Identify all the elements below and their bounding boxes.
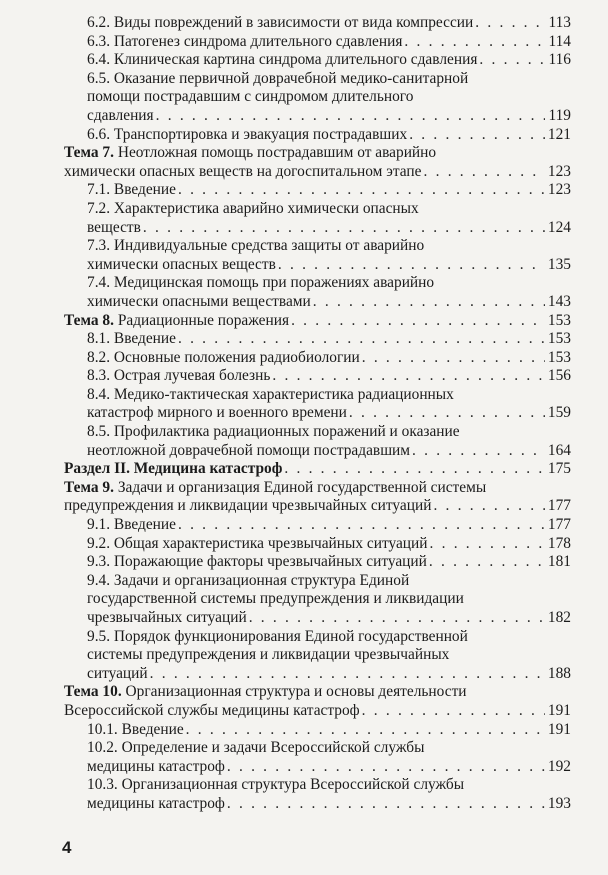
toc-line-text: [87, 293, 313, 312]
toc-line-text: [64, 460, 284, 479]
toc-line: [64, 497, 571, 516]
toc-title-text: химически опасными веществами: [87, 292, 311, 310]
toc-title-text: 6.3. Патогенез синдрома длительного сдавления: [87, 32, 403, 50]
toc-line-text: [87, 590, 464, 607]
toc-line-text: [87, 553, 429, 572]
dot-leader: [178, 330, 545, 349]
toc-line-text: [87, 386, 454, 403]
toc-line: [87, 330, 571, 349]
toc-page-number: 159: [545, 404, 571, 423]
toc-title-text: Всероссийской службы медицины катастроф: [64, 701, 360, 719]
toc-heading-prefix: Тема 8.: [64, 311, 114, 329]
toc-page-number: 121: [545, 126, 571, 145]
toc-title-text: неотложной доврачебной помощи пострадавшим: [87, 441, 411, 459]
toc-title-text: 10.1. Введение: [87, 720, 184, 738]
toc-line: [87, 646, 571, 665]
toc-title-text: 6.5. Оказание первичной доврачебной медико-санитарной: [87, 69, 469, 87]
toc-line-text: [87, 70, 468, 87]
toc-line-text: [64, 497, 433, 516]
toc-page-number: 113: [545, 14, 571, 33]
toc-title-text: 10.3. Организационная структура Всероссийской службы: [87, 776, 465, 794]
toc-title-text: сдавления: [87, 106, 154, 124]
toc-subentry: [64, 330, 571, 349]
toc-line: [64, 144, 571, 163]
toc-title-text: государственной системы предупреждения и ликвидации: [87, 590, 464, 608]
page-number: 4: [62, 838, 72, 857]
toc-title-text: химически опасных веществ на догоспитальном этапе: [64, 162, 422, 180]
toc-line: [64, 702, 571, 721]
dot-leader: [429, 553, 545, 572]
toc-topic: [64, 144, 571, 181]
toc-page-number: 191: [545, 721, 571, 740]
toc-title-text: 6.2. Виды повреждений в зависимости от вида компрессии: [87, 14, 474, 31]
toc-title-text: катастроф мирного и военного времени: [87, 404, 347, 422]
toc-line: [64, 683, 571, 702]
toc-topic: [64, 312, 571, 331]
toc-page-number: 123: [545, 163, 571, 182]
toc-title-text: 6.4. Клиническая картина синдрома длительного сдавления: [87, 51, 478, 69]
toc-page-number: 119: [545, 107, 571, 126]
toc-title-text: 9.4. Задачи и организационная структура Единой: [87, 571, 410, 589]
toc-line-text: [87, 107, 156, 126]
toc-line: [87, 33, 571, 52]
dot-leader: [272, 367, 545, 386]
toc-page-number: 182: [545, 609, 571, 628]
toc-page-number: 135: [545, 256, 571, 275]
toc-page-number: 123: [545, 181, 571, 200]
toc-page-number: 143: [545, 293, 571, 312]
toc-line: [87, 535, 571, 554]
toc-line-text: [87, 237, 424, 254]
dot-leader: [150, 665, 545, 684]
toc-line-text: [87, 609, 249, 628]
toc-heading-prefix: Тема 9.: [64, 478, 114, 496]
toc-line-text: [87, 330, 178, 349]
toc-page-number: 124: [545, 219, 571, 238]
dot-leader: [249, 609, 545, 628]
toc-line-text: [87, 739, 424, 756]
dot-leader: [362, 349, 545, 368]
toc-title-text: 6.6. Транспортировка и эвакуация пострадавших: [87, 125, 408, 143]
toc-title-text: медицины катастроф: [87, 757, 225, 775]
toc-line: [64, 312, 571, 331]
toc-line: [64, 479, 571, 498]
toc-title-text: 8.5. Профилактика радиационных поражений и оказание: [87, 423, 460, 441]
toc-page-number: 188: [545, 665, 571, 684]
toc-line: [87, 51, 571, 70]
toc-title-text: Задачи и организация Единой государственной системы: [113, 478, 487, 496]
toc-subentry: [64, 535, 571, 554]
toc-title-text: ситуаций: [87, 664, 148, 682]
toc-line: [87, 256, 571, 275]
toc-heading-prefix: Тема 7.: [64, 144, 114, 162]
toc-subentry: [64, 553, 571, 572]
dot-leader: [143, 219, 545, 238]
dot-leader: [430, 535, 545, 554]
toc-title-text: 9.5. Порядок функционирования Единой государственной: [87, 627, 468, 645]
toc-line-text: [87, 200, 419, 217]
toc-line-text: [87, 33, 404, 52]
toc-line-text: [87, 795, 227, 814]
toc-topic: [64, 479, 571, 516]
toc-line: [87, 758, 571, 777]
dot-leader: [178, 181, 545, 200]
dot-leader: [349, 404, 545, 423]
toc-page-number: 177: [545, 497, 571, 516]
toc-line: [64, 460, 571, 479]
dot-leader: [433, 497, 544, 516]
toc-line-text: [87, 628, 468, 645]
toc-line: [87, 442, 571, 461]
toc-title-text: 8.4. Медико-тактическая характеристика радиационных: [87, 385, 454, 403]
toc-subentry: [64, 274, 571, 311]
toc-title-text: 7.3. Индивидуальные средства защиты от аварийно: [87, 237, 425, 255]
toc-page-number: 181: [545, 553, 571, 572]
toc-line-text: [87, 14, 475, 33]
toc-subentry: [64, 237, 571, 274]
toc-title-text: системы предупреждения и ликвидации чрезвычайных: [87, 646, 450, 664]
dot-leader: [424, 163, 545, 182]
toc-title-text: 7.1. Введение: [87, 181, 176, 199]
toc-subentry: [64, 516, 571, 535]
toc-line-text: [87, 665, 150, 684]
toc-line-text: [87, 423, 460, 440]
toc-line: [87, 404, 571, 423]
toc-title-text: 7.4. Медицинская помощь при поражениях аварийно: [87, 274, 435, 292]
toc-title-text: 8.1. Введение: [87, 330, 176, 348]
toc-line-text: [64, 163, 424, 182]
toc-subentry: [64, 349, 571, 368]
toc-line-text: [87, 516, 178, 535]
toc-heading-prefix: Раздел II. Медицина катастроф: [64, 460, 283, 478]
toc-line-text: [87, 535, 430, 554]
toc-line-text: [64, 683, 467, 700]
toc-line: [87, 349, 571, 368]
toc-subentry: [64, 721, 571, 740]
toc-line-text: [87, 367, 272, 386]
toc-subentry: [64, 200, 571, 237]
toc-title-text: 9.2. Общая характеристика чрезвычайных ситуаций: [87, 534, 428, 552]
dot-leader: [156, 107, 546, 126]
toc-page-number: 177: [545, 516, 571, 535]
toc-subentry: [64, 33, 571, 52]
toc-title-text: Неотложная помощь пострадавшим от аварийно: [113, 144, 437, 162]
toc-title-text: чрезвычайных ситуаций: [87, 609, 247, 626]
toc-line-text: [87, 572, 409, 589]
toc-subentry: [64, 367, 571, 386]
dot-leader: [479, 51, 545, 70]
toc-line-text: [64, 312, 291, 331]
toc-line: [87, 516, 571, 535]
toc-line-text: [87, 646, 449, 663]
toc-line-text: [64, 702, 362, 721]
dot-leader: [278, 256, 545, 275]
toc-page-number: 193: [545, 795, 571, 814]
toc-line-text: [87, 349, 362, 368]
toc-topic: [64, 683, 571, 720]
toc-heading-prefix: Тема 10.: [64, 683, 122, 701]
toc-page-number: 114: [545, 33, 571, 52]
toc-title-text: медицины катастроф: [87, 794, 225, 812]
toc-line-text: [64, 479, 486, 496]
dot-leader: [291, 312, 545, 331]
toc-line-text: [87, 442, 412, 461]
toc-title-text: Радиационные поражения: [113, 311, 290, 329]
toc-line: [87, 107, 571, 126]
toc-line: [87, 572, 571, 591]
toc-line: [87, 553, 571, 572]
toc-line: [87, 665, 571, 684]
toc-subentry: [64, 386, 571, 423]
toc-line: [87, 274, 571, 293]
toc-subentry: [64, 51, 571, 70]
toc-line-text: [87, 51, 479, 70]
dot-leader: [178, 516, 545, 535]
toc-page-number: 164: [545, 442, 571, 461]
toc-subentry: [64, 776, 571, 813]
toc-line-text: [87, 404, 349, 423]
toc-line-text: [87, 776, 464, 793]
toc-page-number: 116: [545, 51, 571, 70]
toc-line: [87, 237, 571, 256]
toc-line: [87, 795, 571, 814]
toc-title-text: химически опасных веществ: [87, 255, 276, 273]
toc-page-number: 175: [545, 460, 571, 479]
dot-leader: [227, 758, 545, 777]
toc-line: [87, 181, 571, 200]
toc-line: [87, 70, 571, 89]
toc-line-text: [87, 181, 178, 200]
toc-line-text: [87, 758, 227, 777]
toc-subentry: [64, 739, 571, 776]
toc-page-number: 153: [545, 349, 571, 368]
toc-line: [87, 219, 571, 238]
toc-line: [87, 609, 571, 628]
toc-line: [87, 293, 571, 312]
toc-title-text: 10.2. Определение и задачи Всероссийской службы: [87, 739, 425, 757]
dot-leader: [186, 721, 545, 740]
toc-line: [64, 163, 571, 182]
toc-title-text: предупреждения и ликвидации чрезвычайных ситуаций: [64, 497, 432, 515]
toc-line: [87, 14, 571, 33]
toc-page-number: 178: [545, 535, 571, 554]
toc-line: [87, 126, 571, 145]
toc-line-text: [64, 144, 436, 161]
toc-title-text: 9.1. Введение: [87, 516, 176, 534]
toc-title-text: Организационная структура и основы деятельности: [121, 683, 467, 701]
toc-title-text: помощи пострадавшим с синдромом длительного: [87, 88, 414, 106]
toc-line: [87, 628, 571, 647]
toc-page-number: 191: [545, 702, 571, 721]
toc-subentry: [64, 14, 571, 33]
toc-line-text: [87, 721, 186, 740]
toc-page-number: 153: [545, 330, 571, 349]
dot-leader: [227, 795, 545, 814]
toc-line: [87, 200, 571, 219]
toc-line-text: [87, 126, 409, 145]
toc-page-number: 156: [545, 367, 571, 386]
toc-subentry: [64, 572, 571, 628]
dot-leader: [362, 702, 545, 721]
toc-line: [87, 776, 571, 795]
toc-line: [87, 423, 571, 442]
dot-leader: [475, 14, 545, 33]
toc-title-text: 8.2. Основные положения радиобиологии: [87, 348, 360, 366]
dot-leader: [404, 33, 545, 52]
toc-line-text: [87, 256, 278, 275]
toc-line: [87, 386, 571, 405]
toc-line: [87, 739, 571, 758]
toc-line: [87, 590, 571, 609]
toc-subentry: [64, 628, 571, 684]
toc-subentry: [64, 126, 571, 145]
dot-leader: [313, 293, 545, 312]
toc-subentry: [64, 181, 571, 200]
dot-leader: [412, 442, 545, 461]
toc-page-number: 153: [545, 312, 571, 331]
toc-line: [87, 88, 571, 107]
dot-leader: [284, 460, 545, 479]
toc-line-text: [87, 219, 143, 238]
toc-line-text: [87, 274, 434, 291]
dot-leader: [409, 126, 545, 145]
toc-line: [87, 367, 571, 386]
toc-title-text: 7.2. Характеристика аварийно химически опасных: [87, 199, 419, 217]
toc-title-text: 9.3. Поражающие факторы чрезвычайных ситуаций: [87, 553, 427, 571]
toc-section: [64, 460, 571, 479]
toc-title-text: 8.3. Острая лучевая болезнь: [87, 367, 271, 385]
table-of-contents: [64, 14, 571, 814]
toc-page-number: 192: [545, 758, 571, 777]
toc-subentry: [64, 70, 571, 126]
toc-line-text: [87, 88, 413, 105]
toc-subentry: [64, 423, 571, 460]
toc-title-text: веществ: [87, 218, 141, 236]
toc-line: [87, 721, 571, 740]
